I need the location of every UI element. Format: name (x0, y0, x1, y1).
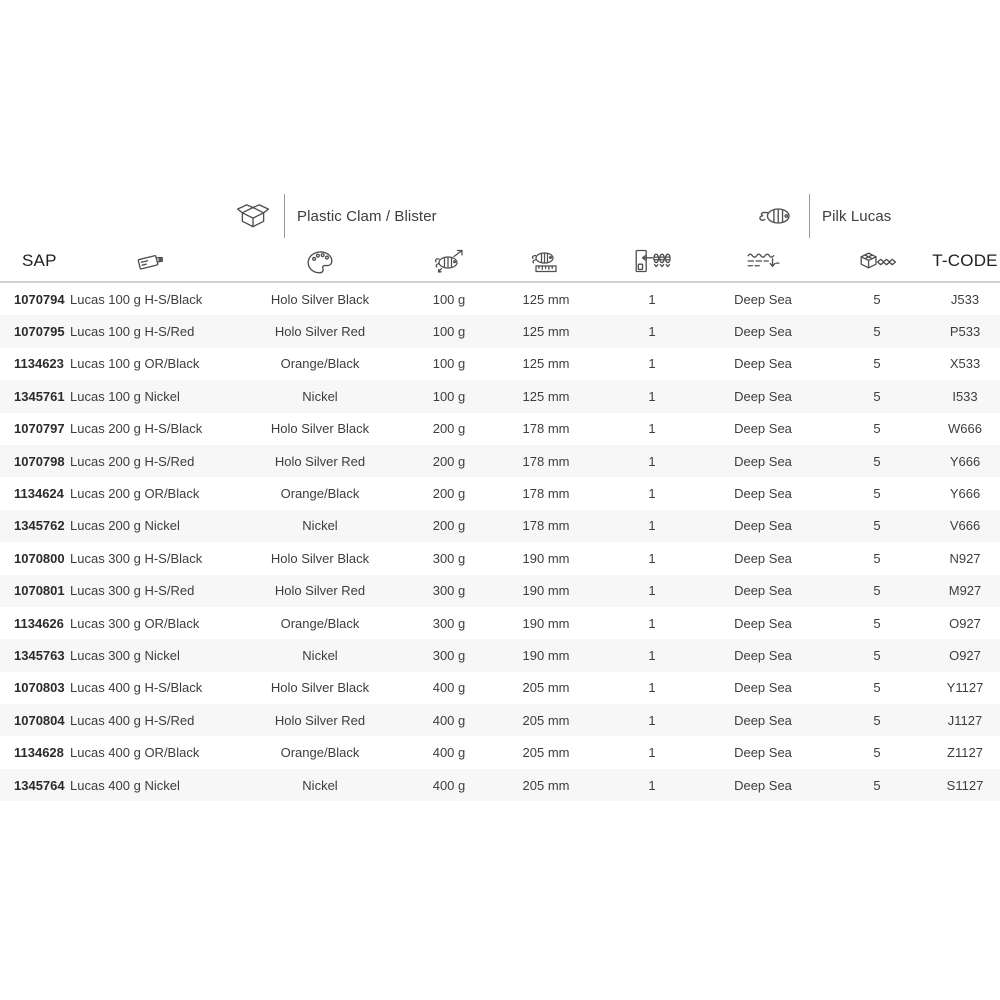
length-cell: 205 mm (522, 680, 570, 696)
weight-cell: 100 g (432, 388, 466, 404)
weight-cell: 100 g (432, 291, 466, 307)
units-per-pack-cell: 1 (648, 518, 656, 534)
header-packs-per-carton (824, 248, 930, 274)
legend-packaging (236, 191, 437, 241)
packs-per-carton-cell: 5 (873, 583, 881, 599)
water-type-cell: Deep Sea (734, 745, 792, 761)
product-name-cell: Lucas 400 g Nickel (70, 777, 180, 793)
weight-cell: 400 g (432, 777, 466, 793)
t-code-cell: Y666 (949, 453, 981, 469)
product-table (0, 241, 1000, 801)
units-per-pack-cell: 1 (648, 680, 656, 696)
table-row (0, 510, 1000, 542)
packs-per-carton-cell: 5 (873, 453, 881, 469)
color-cell: Holo Silver Black (270, 291, 370, 307)
water-type-cell: Deep Sea (734, 680, 792, 696)
units-per-pack-cell: 1 (648, 712, 656, 728)
packs-per-carton-cell: 5 (873, 486, 881, 502)
water-type-cell: Deep Sea (734, 388, 792, 404)
legend-label-packaging: Plastic Clam / Blister (297, 207, 437, 225)
table-row (0, 639, 1000, 671)
packs-per-carton-cell: 5 (873, 421, 881, 437)
product-name-cell: Lucas 200 g H-S/Red (70, 453, 195, 469)
legend-lure-type (755, 191, 891, 241)
length-cell: 190 mm (522, 583, 570, 599)
water-type-cell: Deep Sea (734, 453, 792, 469)
water-type-cell: Deep Sea (734, 356, 792, 372)
sap-cell: 1070801 (14, 583, 65, 599)
table-row (0, 445, 1000, 477)
header-weight (408, 247, 490, 275)
product-name-cell: Lucas 200 g OR/Black (70, 486, 200, 502)
length-cell: 205 mm (522, 712, 570, 728)
t-code-cell: V666 (949, 518, 981, 534)
weight-cell: 300 g (432, 550, 466, 566)
product-name-cell: Lucas 400 g OR/Black (70, 745, 200, 761)
product-name-cell: Lucas 300 g H-S/Black (70, 550, 203, 566)
fish-length-icon (528, 247, 564, 275)
length-cell: 178 mm (522, 518, 570, 534)
packs-per-carton-cell: 5 (873, 647, 881, 663)
sap-cell: 1070794 (14, 291, 65, 307)
units-per-pack-cell: 1 (648, 388, 656, 404)
table-row (0, 672, 1000, 704)
color-cell: Holo Silver Red (274, 453, 366, 469)
units-per-pack-cell: 1 (648, 647, 656, 663)
color-cell: Holo Silver Red (274, 324, 366, 340)
weight-cell: 200 g (432, 486, 466, 502)
table-header-row (0, 241, 1000, 283)
sap-cell: 1134628 (14, 745, 64, 761)
t-code-cell: M927 (948, 583, 982, 599)
table-row (0, 477, 1000, 509)
length-cell: 205 mm (522, 777, 570, 793)
box-open-icon (236, 201, 270, 231)
t-code-cell: W666 (948, 421, 982, 437)
units-per-pack-cell: 1 (648, 324, 656, 340)
legend-divider (809, 194, 810, 238)
product-name-cell: Lucas 200 g H-S/Black (70, 421, 203, 437)
t-code-cell: P533 (949, 324, 981, 340)
table-row (0, 575, 1000, 607)
water-type-cell: Deep Sea (734, 486, 792, 502)
header-water-type (702, 249, 824, 273)
t-code-cell: J533 (950, 291, 980, 307)
weight-cell: 100 g (432, 324, 466, 340)
water-type-cell: Deep Sea (734, 615, 792, 631)
header-tcode-label: T-CODE (932, 251, 998, 270)
weight-cell: 100 g (432, 356, 466, 372)
sap-cell: 1345764 (14, 777, 65, 793)
table-row (0, 542, 1000, 574)
packs-per-carton-cell: 5 (873, 324, 881, 340)
weight-cell: 200 g (432, 421, 466, 437)
t-code-cell: Y1127 (946, 680, 984, 696)
table-row (0, 413, 1000, 445)
header-length (490, 247, 602, 275)
packs-per-carton-cell: 5 (873, 712, 881, 728)
weight-cell: 300 g (432, 615, 466, 631)
water-type-cell: Deep Sea (734, 518, 792, 534)
length-cell: 125 mm (522, 388, 570, 404)
product-name-cell: Lucas 300 g H-S/Red (70, 583, 195, 599)
units-per-pack-cell: 1 (648, 745, 656, 761)
weight-cell: 200 g (432, 518, 466, 534)
header-units-per-pack (602, 247, 702, 275)
color-cell: Orange/Black (280, 745, 360, 761)
table-row (0, 348, 1000, 380)
header-product-name (70, 248, 232, 274)
color-cell: Nickel (302, 518, 338, 534)
product-name-cell: Lucas 400 g H-S/Black (70, 680, 203, 696)
table-row (0, 380, 1000, 412)
sap-cell: 1345763 (14, 647, 65, 663)
sap-cell: 1134626 (14, 615, 64, 631)
water-type-cell: Deep Sea (734, 421, 792, 437)
t-code-cell: I533 (952, 388, 978, 404)
length-cell: 125 mm (522, 356, 570, 372)
t-code-cell: N927 (949, 550, 981, 566)
legend-bar (0, 191, 1000, 241)
units-per-pack-cell: 1 (648, 615, 656, 631)
packs-per-carton-cell: 5 (873, 291, 881, 307)
sap-cell: 1345762 (14, 518, 65, 534)
table-row (0, 736, 1000, 768)
weight-cell: 400 g (432, 680, 466, 696)
sap-cell: 1134623 (14, 356, 64, 372)
color-cell: Holo Silver Black (270, 421, 370, 437)
t-code-cell: X533 (949, 356, 981, 372)
color-cell: Holo Silver Black (270, 550, 370, 566)
product-name-cell: Lucas 300 g OR/Black (70, 615, 200, 631)
packs-per-carton-cell: 5 (873, 680, 881, 696)
units-per-pack-cell: 1 (648, 421, 656, 437)
length-cell: 190 mm (522, 647, 570, 663)
fish-weight-icon (431, 247, 467, 275)
product-name-cell: Lucas 300 g Nickel (70, 647, 180, 663)
packs-per-carton-cell: 5 (873, 518, 881, 534)
sap-cell: 1134624 (14, 486, 64, 502)
product-name-cell: Lucas 200 g Nickel (70, 518, 180, 534)
water-type-cell: Deep Sea (734, 550, 792, 566)
table-row (0, 607, 1000, 639)
units-per-pack-cell: 1 (648, 453, 656, 469)
length-cell: 178 mm (522, 453, 570, 469)
weight-cell: 300 g (432, 583, 466, 599)
water-type-cell: Deep Sea (734, 583, 792, 599)
weight-cell: 400 g (432, 712, 466, 728)
water-type-cell: Deep Sea (734, 777, 792, 793)
water-type-cell: Deep Sea (734, 324, 792, 340)
product-name-cell: Lucas 100 g H-S/Red (70, 324, 195, 340)
color-cell: Orange/Black (280, 486, 360, 502)
water-type-cell: Deep Sea (734, 712, 792, 728)
packs-per-carton-cell: 5 (873, 550, 881, 566)
sap-cell: 1070803 (14, 680, 65, 696)
product-name-cell: Lucas 100 g H-S/Black (70, 291, 203, 307)
header-sap-label: SAP (22, 251, 57, 270)
sap-cell: 1070797 (14, 421, 65, 437)
length-cell: 178 mm (522, 486, 570, 502)
units-per-pack-cell: 1 (648, 583, 656, 599)
packs-per-carton-cell: 5 (873, 356, 881, 372)
units-per-pack-cell: 1 (648, 777, 656, 793)
t-code-cell: Y666 (949, 486, 981, 502)
length-cell: 125 mm (522, 324, 570, 340)
table-row (0, 704, 1000, 736)
length-cell: 190 mm (522, 615, 570, 631)
table-row (0, 769, 1000, 801)
table-body (0, 283, 1000, 801)
color-cell: Holo Silver Red (274, 583, 366, 599)
table-row (0, 315, 1000, 347)
sap-cell: 1345761 (14, 388, 65, 404)
fishing-depth-icon (745, 249, 781, 273)
color-cell: Nickel (302, 388, 338, 404)
t-code-cell: O927 (949, 647, 981, 663)
units-per-pack-cell: 1 (648, 291, 656, 307)
color-cell: Nickel (302, 777, 338, 793)
units-per-pack-cell: 1 (648, 550, 656, 566)
legend-label-lure: Pilk Lucas (822, 207, 892, 225)
t-code-cell: O927 (949, 615, 981, 631)
units-per-pack-cell: 1 (648, 356, 656, 372)
color-cell: Orange/Black (280, 615, 360, 631)
units-per-pack-cell: 1 (648, 486, 656, 502)
sap-cell: 1070795 (14, 324, 65, 340)
weight-cell: 400 g (432, 745, 466, 761)
legend-divider (284, 194, 285, 238)
weight-cell: 300 g (432, 647, 466, 663)
color-cell: Orange/Black (280, 356, 360, 372)
t-code-cell: Z1127 (947, 745, 983, 761)
weight-cell: 200 g (432, 453, 466, 469)
t-code-cell: S1127 (946, 777, 984, 793)
product-name-cell: Lucas 100 g OR/Black (70, 356, 200, 372)
header-sap (0, 251, 70, 271)
carton-quantity-icon (857, 248, 897, 274)
table-row (0, 283, 1000, 315)
palette-icon (305, 247, 335, 275)
product-tag-icon (134, 248, 168, 274)
length-cell: 190 mm (522, 550, 570, 566)
header-t-code (930, 251, 1000, 271)
color-cell: Nickel (302, 647, 338, 663)
sap-cell: 1070804 (14, 712, 65, 728)
pilk-lure-icon (755, 202, 795, 230)
sap-cell: 1070798 (14, 453, 65, 469)
units-per-pack-icon (632, 247, 672, 275)
packs-per-carton-cell: 5 (873, 388, 881, 404)
header-color (232, 247, 408, 275)
color-cell: Holo Silver Black (270, 680, 370, 696)
water-type-cell: Deep Sea (734, 291, 792, 307)
product-name-cell: Lucas 400 g H-S/Red (70, 712, 195, 728)
length-cell: 125 mm (522, 291, 570, 307)
length-cell: 205 mm (522, 745, 570, 761)
packs-per-carton-cell: 5 (873, 777, 881, 793)
water-type-cell: Deep Sea (734, 647, 792, 663)
packs-per-carton-cell: 5 (873, 615, 881, 631)
length-cell: 178 mm (522, 421, 570, 437)
t-code-cell: J1127 (947, 712, 983, 728)
packs-per-carton-cell: 5 (873, 745, 881, 761)
product-name-cell: Lucas 100 g Nickel (70, 388, 180, 404)
sap-cell: 1070800 (14, 550, 65, 566)
color-cell: Holo Silver Red (274, 712, 366, 728)
